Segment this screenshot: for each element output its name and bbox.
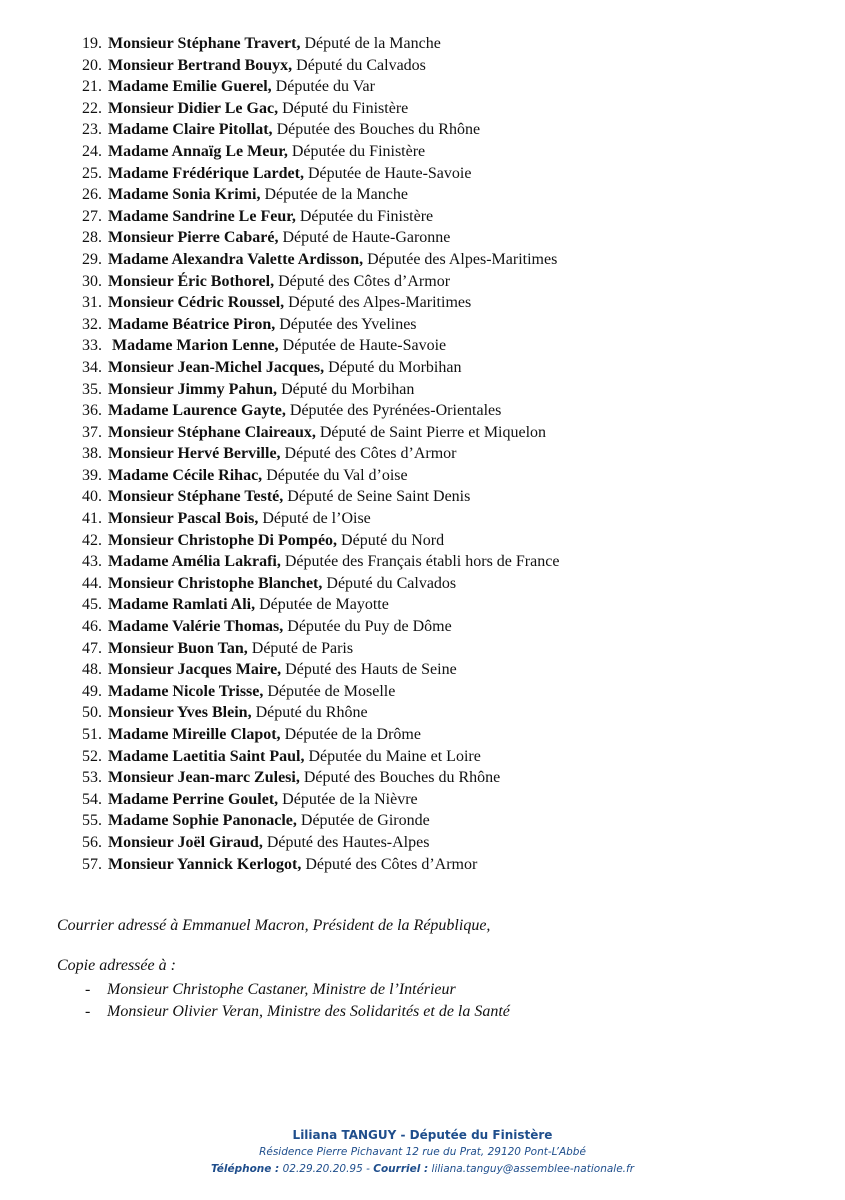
signatory-row xyxy=(82,357,559,379)
signatory-name: Madame Perrine Goulet, xyxy=(108,790,279,808)
signatory-name: Madame Frédérique Lardet, xyxy=(108,164,304,182)
signatory-row xyxy=(82,638,559,660)
signatory-number: 28. xyxy=(82,229,102,247)
signatory-number: 22. xyxy=(82,99,102,117)
signatory-row xyxy=(82,443,559,465)
signatory-row xyxy=(82,422,559,444)
signatory-number: 56. xyxy=(82,833,102,851)
signatory-role: Député des Alpes-Maritimes xyxy=(288,294,472,312)
signatory-role: Député de la Manche xyxy=(304,35,441,52)
signatory-role: Député du Calvados xyxy=(296,56,426,74)
signatory-number: 46. xyxy=(82,618,102,636)
signatory-name: Monsieur Stéphane Testé, xyxy=(108,488,284,506)
signatory-name: Madame Ramlati Ali, xyxy=(108,596,256,614)
signatory-row xyxy=(82,854,559,876)
signatory-row xyxy=(82,184,559,206)
email-label: Courriel : xyxy=(373,1163,429,1175)
copy-item xyxy=(85,1001,510,1023)
signatory-number: 36. xyxy=(82,402,102,420)
signatory-number: 27. xyxy=(82,207,102,225)
signatory-number: 35. xyxy=(82,380,102,398)
signatory-role: Députée des Pyrénées-Orientales xyxy=(289,402,502,420)
signatory-row xyxy=(82,486,559,508)
signatory-name: Madame Sophie Panonacle, xyxy=(108,812,297,830)
signatory-number: 54. xyxy=(82,790,102,808)
signatory-row xyxy=(82,76,559,98)
signatory-number: 55. xyxy=(82,812,102,830)
signatory-row xyxy=(82,119,559,141)
signatory-name: Monsieur Yannick Kerlogot, xyxy=(108,855,302,873)
signatory-row xyxy=(82,724,559,746)
footer-contact xyxy=(0,1163,845,1175)
contact-separator: - xyxy=(366,1163,370,1175)
signatory-row xyxy=(82,789,559,811)
signatory-name: Monsieur Didier Le Gac, xyxy=(108,99,279,117)
signatory-role: Députée des Français établi hors de France xyxy=(284,553,560,571)
signatory-row xyxy=(82,702,559,724)
signatory-row xyxy=(82,163,559,185)
signatory-number: 43. xyxy=(82,553,102,571)
signatory-name: Madame Alexandra Valette Ardisson, xyxy=(108,250,364,268)
signatory-role: Députée de Haute-Savoie xyxy=(282,337,447,355)
signatory-row xyxy=(82,33,559,55)
signatory-name: Monsieur Stéphane Travert, xyxy=(108,35,301,52)
signatory-role: Députée de Haute-Savoie xyxy=(307,164,472,182)
signatory-role: Député des Hauts de Seine xyxy=(285,661,457,679)
signatory-role: Députée des Alpes-Maritimes xyxy=(367,250,558,268)
copy-list xyxy=(85,979,510,1023)
signatory-number: 42. xyxy=(82,531,102,549)
signatory-row xyxy=(82,292,559,314)
signatory-number: 39. xyxy=(82,466,102,484)
signatory-row xyxy=(82,573,559,595)
signatory-name: Monsieur Yves Blein, xyxy=(108,704,252,722)
signatory-row xyxy=(82,227,559,249)
signatory-number: 30. xyxy=(82,272,102,290)
signatory-row xyxy=(82,508,559,530)
signatory-number: 44. xyxy=(82,574,102,592)
copy-item xyxy=(85,979,510,1001)
signatory-name: Monsieur Christophe Blanchet, xyxy=(108,574,323,592)
signatory-number: 41. xyxy=(82,510,102,528)
signatory-role: Députée des Bouches du Rhône xyxy=(276,121,481,139)
signatory-row xyxy=(82,810,559,832)
signatory-name: Monsieur Pierre Cabaré, xyxy=(108,229,279,247)
signatory-name: Monsieur Jean-Michel Jacques, xyxy=(108,358,325,376)
signatory-number: 33. xyxy=(82,337,102,355)
signatory-name: Monsieur Jacques Maire, xyxy=(108,661,282,679)
signatory-row xyxy=(82,206,559,228)
signatory-name: Monsieur Cédric Roussel, xyxy=(108,294,285,312)
signatory-role: Député des Côtes d’Armor xyxy=(305,855,478,873)
signatory-role: Député du Morbihan xyxy=(328,358,462,376)
signatory-role: Députée du Finistère xyxy=(299,207,434,225)
signatory-role: Député du Nord xyxy=(341,531,445,549)
signatory-name: Madame Amélia Lakrafi, xyxy=(108,553,281,571)
signatory-name: Madame Sandrine Le Feur, xyxy=(108,207,296,225)
signatory-number: 37. xyxy=(82,423,102,441)
copy-recipient: Monsieur Olivier Veran, Ministre des Solidarités et de la Santé xyxy=(107,1003,510,1020)
bullet-dash: - xyxy=(85,981,91,998)
signatory-role: Députée du Val d’oise xyxy=(266,466,408,484)
signatory-number: 49. xyxy=(82,682,102,700)
signatory-row xyxy=(82,465,559,487)
signatory-row xyxy=(82,681,559,703)
signatory-row xyxy=(82,767,559,789)
signatory-number: 50. xyxy=(82,704,102,722)
signatory-name: Madame Cécile Rihac, xyxy=(108,466,263,484)
signatory-row xyxy=(82,379,559,401)
bullet-dash: - xyxy=(85,1003,91,1020)
signatory-number: 31. xyxy=(82,294,102,312)
signatory-name: Madame Emilie Guerel, xyxy=(108,78,272,96)
signatory-role: Député des Bouches du Rhône xyxy=(303,769,501,787)
signatory-name: Monsieur Jimmy Pahun, xyxy=(108,380,278,398)
signatory-name: Monsieur Stéphane Claireaux, xyxy=(108,423,316,441)
signatory-number: 23. xyxy=(82,121,102,139)
signatory-role: Députée de Gironde xyxy=(300,812,430,830)
signatory-number: 21. xyxy=(82,78,102,96)
signatory-row xyxy=(82,335,559,357)
signatory-number: 34. xyxy=(82,358,102,376)
signatory-number: 53. xyxy=(82,769,102,787)
signatory-number: 32. xyxy=(82,315,102,333)
signatory-role: Député du Calvados xyxy=(326,574,457,592)
signatory-name: Monsieur Hervé Berville, xyxy=(108,445,281,463)
signatory-row xyxy=(82,746,559,768)
email-address: liliana.tanguy@assemblee-nationale.fr xyxy=(431,1163,635,1175)
signatory-number: 48. xyxy=(82,661,102,679)
signatory-name: Monsieur Buon Tan, xyxy=(108,639,248,657)
addressed-to: Courrier adressé à Emmanuel Macron, Président de la République, xyxy=(57,917,491,934)
signatory-role: Député de Saint Pierre et Miquelon xyxy=(319,423,547,441)
signatory-name: Madame Marion Lenne, xyxy=(108,337,279,355)
signatory-name: Madame Valérie Thomas, xyxy=(108,618,284,636)
signatory-name: Madame Sonia Krimi, xyxy=(108,186,261,204)
signatory-role: Député de Paris xyxy=(251,639,354,657)
signatory-row xyxy=(82,314,559,336)
footer-address: Résidence Pierre Pichavant 12 rue du Prat, 29120 Pont-L’Abbé xyxy=(259,1146,586,1158)
signatory-name: Monsieur Joël Giraud, xyxy=(108,833,263,851)
signatory-name: Monsieur Christophe Di Pompéo, xyxy=(108,531,338,549)
signatory-role: Députée de la Nièvre xyxy=(282,790,418,808)
signatory-number: 52. xyxy=(82,747,102,765)
signatory-name: Madame Laetitia Saint Paul, xyxy=(108,747,305,765)
signatory-number: 38. xyxy=(82,445,102,463)
signatory-row xyxy=(82,659,559,681)
signatory-name: Monsieur Pascal Bois, xyxy=(108,510,259,528)
signatory-row xyxy=(82,98,559,120)
signatory-role: Député des Hautes-Alpes xyxy=(266,833,430,851)
signatory-role: Député du Rhône xyxy=(255,704,368,722)
signatory-number: 20. xyxy=(82,56,102,74)
phone-number: 02.29.20.20.95 xyxy=(282,1163,363,1175)
signatory-number: 57. xyxy=(82,855,102,873)
signatory-row xyxy=(82,616,559,638)
signatory-role: Député du Morbihan xyxy=(281,380,415,398)
copy-heading: Copie adressée à : xyxy=(57,957,176,974)
signatory-role: Députée des Yvelines xyxy=(279,315,417,333)
signatory-number: 47. xyxy=(82,639,102,657)
signatory-row xyxy=(82,400,559,422)
signatory-number: 24. xyxy=(82,142,102,160)
signatory-name: Monsieur Bertrand Bouyx, xyxy=(108,56,293,74)
signatory-role: Député des Côtes d’Armor xyxy=(278,272,451,290)
signatory-number: 29. xyxy=(82,250,102,268)
signatory-role: Députée du Maine et Loire xyxy=(308,747,481,765)
signatory-row xyxy=(82,55,559,77)
signatory-role: Député de l’Oise xyxy=(262,510,371,528)
signatory-row xyxy=(82,594,559,616)
signatory-name: Monsieur Jean-marc Zulesi, xyxy=(108,769,300,787)
signatory-number: 25. xyxy=(82,164,102,182)
signatory-role: Députée du Var xyxy=(275,78,375,96)
signatory-number: 51. xyxy=(82,726,102,743)
signatory-row xyxy=(82,832,559,854)
signatory-name: Madame Nicole Trisse, xyxy=(108,682,264,700)
signatory-role: Député de Seine Saint Denis xyxy=(287,488,471,506)
signatory-number: 26. xyxy=(82,186,102,204)
signatory-role: Députée du Puy de Dôme xyxy=(287,618,452,636)
copy-recipient: Monsieur Christophe Castaner, Ministre de l’Intérieur xyxy=(107,981,456,998)
signatory-row xyxy=(82,141,559,163)
signatory-role: Députée de la Drôme xyxy=(284,726,421,743)
signatory-list xyxy=(82,33,559,875)
signatory-name: Madame Laurence Gayte, xyxy=(108,402,286,420)
signatory-role: Député des Côtes d’Armor xyxy=(284,445,457,463)
signatory-number: 19. xyxy=(82,35,102,52)
signatory-role: Députée de Moselle xyxy=(267,682,396,700)
signatory-number: 40. xyxy=(82,488,102,506)
signatory-row xyxy=(82,249,559,271)
signatory-name: Madame Annaïg Le Meur, xyxy=(108,142,288,160)
footer-name: Liliana TANGUY - Députée du Finistère xyxy=(292,1128,553,1142)
signatory-name: Madame Mireille Clapot, xyxy=(108,726,281,743)
signatory-role: Députée du Finistère xyxy=(291,142,426,160)
signatory-name: Madame Béatrice Piron, xyxy=(108,315,276,333)
signatory-role: Député du Finistère xyxy=(282,99,409,117)
signatory-role: Députée de Mayotte xyxy=(259,596,389,614)
signatory-role: Députée de la Manche xyxy=(264,186,408,204)
signatory-role: Député de Haute-Garonne xyxy=(282,229,451,247)
signatory-number: 45. xyxy=(82,596,102,614)
phone-label: Téléphone : xyxy=(210,1163,280,1175)
signatory-row xyxy=(82,271,559,293)
signatory-name: Monsieur Éric Bothorel, xyxy=(108,272,275,290)
signatory-name: Madame Claire Pitollat, xyxy=(108,121,273,139)
signatory-row xyxy=(82,530,559,552)
signatory-row xyxy=(82,551,559,573)
